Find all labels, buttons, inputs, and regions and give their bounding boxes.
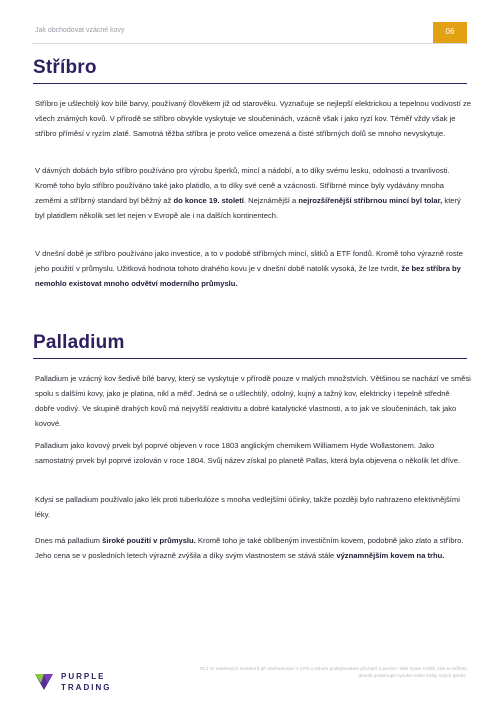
- page-header: [0, 22, 500, 44]
- header-title: Jak obchodovat vzácné kovy: [35, 27, 125, 34]
- purple-trading-logo: [33, 665, 113, 695]
- logo-line-2: TRADING: [61, 683, 112, 692]
- logo-diamond-icon: [33, 671, 55, 693]
- risk-disclaimer: 76,2 % retailových investorů při obchodování s CFD u tohoto poskytovatele přichází o peníze. Měli byste zvážit, zda si můžete dovolit podstoupit vysoké riziko ztráty svých peněz.: [199, 667, 467, 679]
- page-number: 06: [445, 27, 455, 36]
- logo-wordmark: [61, 671, 111, 693]
- silver-paragraph-2: V dávných dobách bylo stříbro používáno pro výrobu šperků, mincí a nádobí, a to díky svému lesku, odolnosti a trvanlivosti. Kromě toho bylo stříbro používáno také jako platidlo, a to díky své ceně a vzácnosti. Stříbrné mince byly vydávány mnoha zeměmi a stříbrný standard byl běžný až do konce 19. století. Nejznámější a nejrozšířenější stříbrnou mincí byl tolar, který byl platidlem několik set let nejen v Evropě ale i na dalších kontinentech.: [35, 166, 461, 220]
- palladium-paragraph-3: Kdysi se palladium používalo jako lék proti tuberkulóze s mnoha vedlejšími účinky, takže později bylo nahrazeno efektivnějšími léky.: [35, 495, 460, 519]
- palladium-heading-rule: [33, 358, 467, 359]
- palladium-paragraph-1: Palladium je vzácný kov šedivě bílé barvy, který se vyskytuje v přírodě pouze v malých množstvích. Většinou se nachází ve směsi spolu s dalšími kovy, jako je platina, nikl a měď. Jedná se o ušlechtilý, odolný, kujný a tažný kov, elektricky i tepelně středně dobře vodivý. Ve skupině drahých kovů má nejvyšší reaktivitu a dobré katalytické vlastnosti, a to jak ve sloučeninách, tak jako kovové.: [35, 374, 471, 428]
- silver-paragraph-1: Stříbro je ušlechtilý kov bílé barvy, používaný člověkem již od starověku. Vyznačuje se nejlepší elektrickou a tepelnou vodivostí ze všech známých kovů. V přírodě se stříbro obvykle vyskytuje ve sloučeninách, vzácně však i jako ryzí kov. Téměř vždy však je stříbro příměsí v ryzím zlatě. Samotná těžba stříbra je proto velice omezená a čisté stříbrných dolů se mnoho nevyskytuje.: [35, 99, 472, 138]
- palladium-paragraph-4: Dnes má palladium široké použití v průmyslu. Kromě toho je také oblíbeným investičním kovem, podobně jako zlato a stříbro. Jeho cena se v posledních letech výrazně zvýšila a díky svým vlastnostem se stává stále významnějším kovem na trhu.: [35, 536, 464, 560]
- silver-paragraph-3: V dnešní době je stříbro používáno jako investice, a to v podobě stříbrných mincí, slitků a ETF fondů. Kromě toho výrazně roste jeho použití v průmyslu. Užitková hodnota tohoto drahého kovu je v dnešní době natolik vysoká, že lze tvrdit, že bez stříbra by nemohlo existovat mnoho odvětví moderního průmyslu.: [35, 249, 464, 288]
- logo-line-1: PURPLE: [61, 672, 106, 681]
- silver-heading: Stříbro: [33, 57, 97, 78]
- palladium-paragraph-2: Palladium jako kovový prvek byl poprvé objeven v roce 1803 anglickým chemikem Williamem Hyde Wollastonem. Jako samostatný prvek byl poprvé izolován v roce 1804. Svůj název získal po planetě Pallas, která byla objevena o několik let dříve.: [35, 441, 461, 465]
- header-divider: [32, 43, 466, 44]
- page-number-tab: [433, 22, 467, 44]
- palladium-heading: Palladium: [33, 332, 125, 353]
- silver-heading-rule: [33, 83, 467, 84]
